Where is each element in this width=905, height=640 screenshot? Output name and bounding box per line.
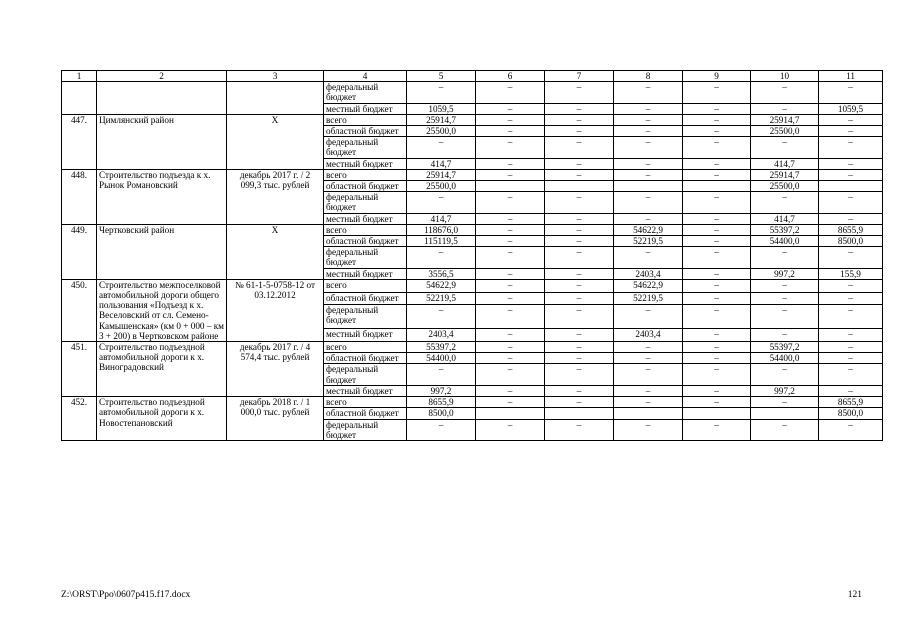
value-cell: 8500,0: [819, 236, 883, 247]
value-cell: 115119,5: [407, 236, 476, 247]
value-cell: 54622,9: [614, 224, 683, 235]
value-cell: –: [683, 169, 751, 180]
value-cell: 25500,0: [751, 181, 819, 192]
item-name: Строительство подъезда к х. Рынок Романовский: [97, 169, 227, 224]
value-cell: –: [683, 213, 751, 224]
value-cell: –: [545, 279, 614, 292]
item-info: [227, 82, 324, 115]
value-cell: –: [683, 247, 751, 268]
item-number: 449.: [62, 224, 97, 279]
header-cell: 4: [324, 71, 407, 82]
value-cell: –: [476, 213, 545, 224]
value-cell: –: [614, 82, 683, 103]
item-info: № 61-1-5-0758-12 от 03.12.2012: [227, 279, 324, 341]
value-cell: –: [476, 82, 545, 103]
value-cell: –: [476, 268, 545, 279]
value-cell: [751, 408, 819, 419]
value-cell: 52219,5: [614, 236, 683, 247]
value-cell: –: [545, 126, 614, 137]
value-cell: [683, 408, 751, 419]
table-row: [62, 169, 883, 180]
value-cell: –: [545, 364, 614, 385]
value-cell: –: [614, 103, 683, 114]
budget-type: федеральный бюджет: [324, 82, 407, 103]
value-cell: –: [545, 236, 614, 247]
budget-type: всего: [324, 279, 407, 292]
value-cell: –: [476, 329, 545, 342]
value-cell: –: [614, 137, 683, 158]
value-cell: –: [614, 213, 683, 224]
table-row: [62, 114, 883, 125]
value-cell: 54400,0: [751, 353, 819, 364]
budget-type: областной бюджет: [324, 408, 407, 419]
budget-type: федеральный бюджет: [324, 192, 407, 213]
item-name: [97, 82, 227, 115]
value-cell: –: [683, 397, 751, 408]
value-cell: –: [407, 137, 476, 158]
value-cell: 8655,9: [407, 397, 476, 408]
header-cell: 7: [545, 71, 614, 82]
value-cell: 414,7: [751, 158, 819, 169]
header-cell: 11: [819, 71, 883, 82]
value-cell: 25500,0: [751, 126, 819, 137]
value-cell: –: [476, 292, 545, 305]
value-cell: –: [819, 82, 883, 103]
value-cell: 8500,0: [407, 408, 476, 419]
value-cell: –: [476, 236, 545, 247]
value-cell: 55397,2: [407, 342, 476, 353]
value-cell: 414,7: [751, 213, 819, 224]
value-cell: –: [545, 329, 614, 342]
file-path: Z:\ORST\Ppo\0607p415.f17.docx: [61, 590, 191, 600]
page-number: 121: [847, 590, 862, 600]
value-cell: –: [545, 305, 614, 329]
value-cell: 54400,0: [407, 353, 476, 364]
header-cell: 2: [97, 71, 227, 82]
value-cell: –: [614, 342, 683, 353]
value-cell: –: [614, 169, 683, 180]
value-cell: –: [407, 364, 476, 385]
budget-type: местный бюджет: [324, 103, 407, 114]
value-cell: –: [683, 279, 751, 292]
value-cell: –: [476, 397, 545, 408]
value-cell: –: [545, 114, 614, 125]
value-cell: –: [819, 213, 883, 224]
value-cell: –: [614, 192, 683, 213]
value-cell: –: [819, 419, 883, 440]
value-cell: –: [751, 247, 819, 268]
value-cell: –: [614, 114, 683, 125]
value-cell: –: [683, 292, 751, 305]
item-number: 451.: [62, 342, 97, 397]
value-cell: –: [545, 213, 614, 224]
value-cell: –: [545, 82, 614, 103]
budget-type: местный бюджет: [324, 158, 407, 169]
item-number: 450.: [62, 279, 97, 341]
value-cell: –: [614, 247, 683, 268]
header-cell: 10: [751, 71, 819, 82]
value-cell: –: [683, 268, 751, 279]
value-cell: [614, 408, 683, 419]
table-row: [62, 224, 883, 235]
value-cell: –: [476, 224, 545, 235]
value-cell: –: [476, 126, 545, 137]
value-cell: –: [751, 137, 819, 158]
value-cell: –: [819, 158, 883, 169]
value-cell: –: [751, 305, 819, 329]
value-cell: –: [819, 247, 883, 268]
value-cell: –: [683, 385, 751, 396]
value-cell: –: [476, 342, 545, 353]
table-body: [62, 71, 883, 441]
value-cell: 2403,4: [614, 268, 683, 279]
value-cell: 3556,5: [407, 268, 476, 279]
value-cell: –: [407, 419, 476, 440]
value-cell: 8655,9: [819, 224, 883, 235]
value-cell: –: [545, 397, 614, 408]
value-cell: –: [819, 342, 883, 353]
value-cell: –: [614, 305, 683, 329]
value-cell: –: [545, 169, 614, 180]
budget-table: [61, 70, 883, 441]
value-cell: –: [683, 342, 751, 353]
budget-type: всего: [324, 342, 407, 353]
value-cell: –: [545, 192, 614, 213]
value-cell: –: [683, 114, 751, 125]
value-cell: –: [614, 126, 683, 137]
value-cell: 25914,7: [407, 114, 476, 125]
value-cell: –: [545, 342, 614, 353]
value-cell: 414,7: [407, 158, 476, 169]
value-cell: –: [614, 158, 683, 169]
item-info: декабрь 2018 г. / 1 000,0 тыс. рублей: [227, 397, 324, 441]
value-cell: –: [545, 247, 614, 268]
table-row: [62, 279, 883, 292]
value-cell: –: [476, 305, 545, 329]
value-cell: 8500,0: [819, 408, 883, 419]
value-cell: –: [819, 329, 883, 342]
value-cell: –: [819, 292, 883, 305]
value-cell: [476, 408, 545, 419]
header-cell: 1: [62, 71, 97, 82]
value-cell: –: [545, 158, 614, 169]
value-cell: –: [683, 192, 751, 213]
value-cell: 25914,7: [751, 169, 819, 180]
value-cell: 25914,7: [751, 114, 819, 125]
value-cell: –: [407, 82, 476, 103]
budget-type: областной бюджет: [324, 292, 407, 305]
value-cell: 997,2: [751, 268, 819, 279]
value-cell: 1059,5: [407, 103, 476, 114]
item-number: [62, 82, 97, 115]
value-cell: –: [819, 169, 883, 180]
value-cell: –: [545, 419, 614, 440]
budget-type: местный бюджет: [324, 329, 407, 342]
budget-type: федеральный бюджет: [324, 364, 407, 385]
value-cell: –: [751, 103, 819, 114]
item-number: 448.: [62, 169, 97, 224]
value-cell: –: [476, 353, 545, 364]
budget-type: всего: [324, 224, 407, 235]
value-cell: –: [407, 305, 476, 329]
value-cell: 25500,0: [407, 126, 476, 137]
value-cell: –: [545, 224, 614, 235]
value-cell: [545, 408, 614, 419]
header-row: [62, 71, 883, 82]
value-cell: –: [545, 292, 614, 305]
value-cell: –: [683, 236, 751, 247]
value-cell: 55397,2: [751, 224, 819, 235]
value-cell: [683, 181, 751, 192]
value-cell: –: [476, 137, 545, 158]
value-cell: 52219,5: [614, 292, 683, 305]
value-cell: –: [683, 158, 751, 169]
value-cell: –: [819, 353, 883, 364]
item-name: Строительство подъездной автомобильной дороги к х. Новостепановский: [97, 397, 227, 441]
value-cell: –: [751, 419, 819, 440]
value-cell: [614, 181, 683, 192]
item-name: Строительство межпоселковой автомобильной дороги общего пользования «Подъезд к х. Веселовский от сл. Семено-Камышенская» (км 0 + 000 – км 3 + 200) в Чертковском районе: [97, 279, 227, 341]
budget-type: федеральный бюджет: [324, 305, 407, 329]
header-cell: 8: [614, 71, 683, 82]
value-cell: 118676,0: [407, 224, 476, 235]
item-name: Чертковский район: [97, 224, 227, 279]
table-row: [62, 397, 883, 408]
value-cell: 54622,9: [407, 279, 476, 292]
table-row: [62, 82, 883, 103]
budget-type: областной бюджет: [324, 236, 407, 247]
value-cell: 2403,4: [614, 329, 683, 342]
value-cell: –: [751, 329, 819, 342]
value-cell: –: [751, 192, 819, 213]
value-cell: –: [683, 364, 751, 385]
value-cell: –: [407, 192, 476, 213]
value-cell: –: [476, 192, 545, 213]
value-cell: –: [614, 364, 683, 385]
value-cell: –: [819, 364, 883, 385]
header-cell: 5: [407, 71, 476, 82]
value-cell: –: [545, 385, 614, 396]
value-cell: –: [683, 137, 751, 158]
budget-type: областной бюджет: [324, 126, 407, 137]
value-cell: –: [683, 353, 751, 364]
budget-type: всего: [324, 114, 407, 125]
item-info: X: [227, 114, 324, 169]
budget-type: областной бюджет: [324, 181, 407, 192]
value-cell: –: [614, 385, 683, 396]
value-cell: –: [683, 419, 751, 440]
header-cell: 6: [476, 71, 545, 82]
value-cell: –: [545, 268, 614, 279]
value-cell: 55397,2: [751, 342, 819, 353]
value-cell: –: [476, 247, 545, 268]
value-cell: –: [683, 103, 751, 114]
value-cell: 54622,9: [614, 279, 683, 292]
item-name: Строительство подъездной автомобильной дороги к х. Виноградовский: [97, 342, 227, 397]
value-cell: –: [614, 419, 683, 440]
value-cell: 997,2: [751, 385, 819, 396]
value-cell: –: [476, 364, 545, 385]
budget-type: федеральный бюджет: [324, 137, 407, 158]
value-cell: 54400,0: [751, 236, 819, 247]
value-cell: –: [476, 279, 545, 292]
item-number: 447.: [62, 114, 97, 169]
budget-type: всего: [324, 169, 407, 180]
item-info: X: [227, 224, 324, 279]
budget-type: федеральный бюджет: [324, 247, 407, 268]
value-cell: –: [476, 385, 545, 396]
budget-type: местный бюджет: [324, 268, 407, 279]
item-info: декабрь 2017 г. / 2 099,3 тыс. рублей: [227, 169, 324, 224]
value-cell: –: [407, 247, 476, 268]
value-cell: –: [751, 292, 819, 305]
value-cell: –: [683, 305, 751, 329]
budget-type: всего: [324, 397, 407, 408]
value-cell: 52219,5: [407, 292, 476, 305]
value-cell: 2403,4: [407, 329, 476, 342]
value-cell: –: [476, 103, 545, 114]
value-cell: –: [819, 279, 883, 292]
value-cell: –: [683, 126, 751, 137]
value-cell: –: [614, 397, 683, 408]
value-cell: –: [819, 192, 883, 213]
value-cell: 25500,0: [407, 181, 476, 192]
value-cell: 414,7: [407, 213, 476, 224]
value-cell: –: [476, 114, 545, 125]
budget-type: областной бюджет: [324, 353, 407, 364]
item-info: декабрь 2017 г. / 4 574,4 тыс. рублей: [227, 342, 324, 397]
value-cell: –: [545, 137, 614, 158]
value-cell: –: [819, 385, 883, 396]
value-cell: –: [751, 82, 819, 103]
value-cell: –: [819, 114, 883, 125]
value-cell: –: [683, 224, 751, 235]
value-cell: –: [819, 137, 883, 158]
value-cell: [545, 181, 614, 192]
value-cell: –: [751, 364, 819, 385]
value-cell: 1059,5: [819, 103, 883, 114]
value-cell: –: [476, 419, 545, 440]
value-cell: –: [751, 279, 819, 292]
header-cell: 9: [683, 71, 751, 82]
value-cell: [476, 181, 545, 192]
budget-type: местный бюджет: [324, 385, 407, 396]
table-row: [62, 342, 883, 353]
item-name: Цимлянский район: [97, 114, 227, 169]
budget-type: федеральный бюджет: [324, 419, 407, 440]
value-cell: –: [476, 169, 545, 180]
value-cell: 155,9: [819, 268, 883, 279]
value-cell: –: [819, 305, 883, 329]
value-cell: 25914,7: [407, 169, 476, 180]
value-cell: –: [819, 126, 883, 137]
value-cell: –: [751, 397, 819, 408]
value-cell: [819, 181, 883, 192]
value-cell: –: [683, 82, 751, 103]
value-cell: 997,2: [407, 385, 476, 396]
budget-type: местный бюджет: [324, 213, 407, 224]
value-cell: 8655,9: [819, 397, 883, 408]
value-cell: –: [545, 353, 614, 364]
header-cell: 3: [227, 71, 324, 82]
value-cell: –: [476, 158, 545, 169]
item-number: 452.: [62, 397, 97, 441]
value-cell: –: [614, 353, 683, 364]
value-cell: –: [683, 329, 751, 342]
value-cell: –: [545, 103, 614, 114]
